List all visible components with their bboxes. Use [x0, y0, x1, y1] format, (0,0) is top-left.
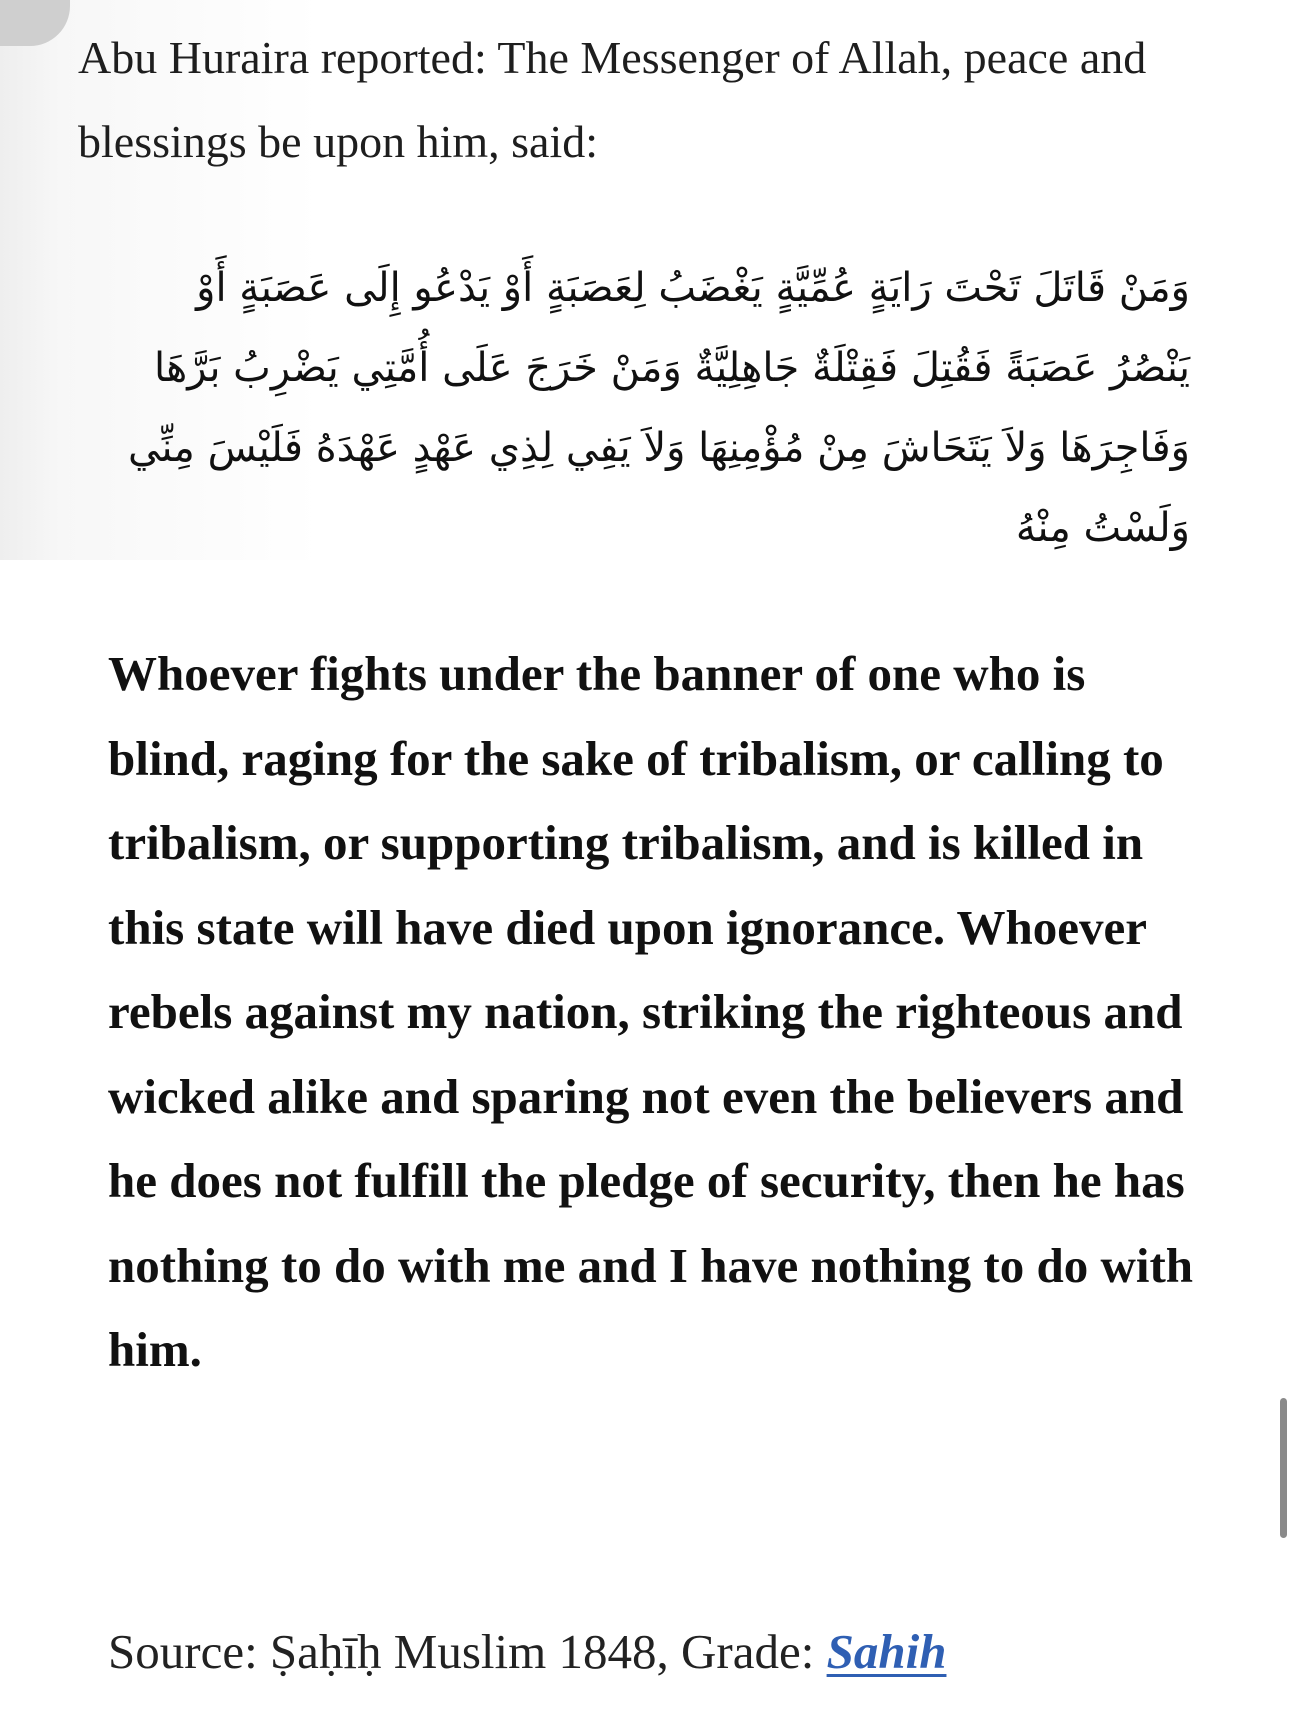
arabic-text: وَمَنْ قَاتَلَ تَحْتَ رَايَةٍ عُمِّيَّةٍ يَغْضَبُ لِعَصَبَةٍ أَوْ يَدْعُو إِلَى عَصَبَةٍ أَوْ يَنْصُرُ عَصَبَةً فَقُتِلَ فَقِتْلَةٌ جَاهِلِيَّةٌ وَمَنْ خَرَجَ عَلَى أُمَّتِي يَضْرِبُ بَرَّهَا وَفَاجِرَهَا وَلاَ يَتَحَاشَ مِنْ مُؤْمِنِهَا وَلاَ يَفِي لِذِي عَهْدٍ عَهْدَهُ فَلَيْسَ مِنِّي وَلَسْتُ مِنْهُ	[128, 265, 1190, 551]
source-label: Source: Ṣaḥīḥ Muslim 1848, Grade:	[108, 1624, 827, 1679]
hadith-translation: Whoever fights under the banner of one who is blind, raging for the sake of tribalism, or calling to tribalism, or supporting tribalism, and is killed in this state will have died upon ignorance. Whoever rebels against my nation, striking the righteous and wicked alike and sparing not even the believers and he does not fulfill the pledge of security, then he has nothing to do with me and I have nothing to do with him.	[108, 646, 1194, 1377]
source-line	[108, 1622, 1208, 1682]
scrollbar[interactable]	[1280, 1398, 1287, 1538]
narrator-intro: Abu Huraira reported: The Messenger of Allah, peace and blessings be upon him, said:	[78, 32, 1147, 167]
grade-link[interactable]: Sahih	[826, 1624, 947, 1679]
